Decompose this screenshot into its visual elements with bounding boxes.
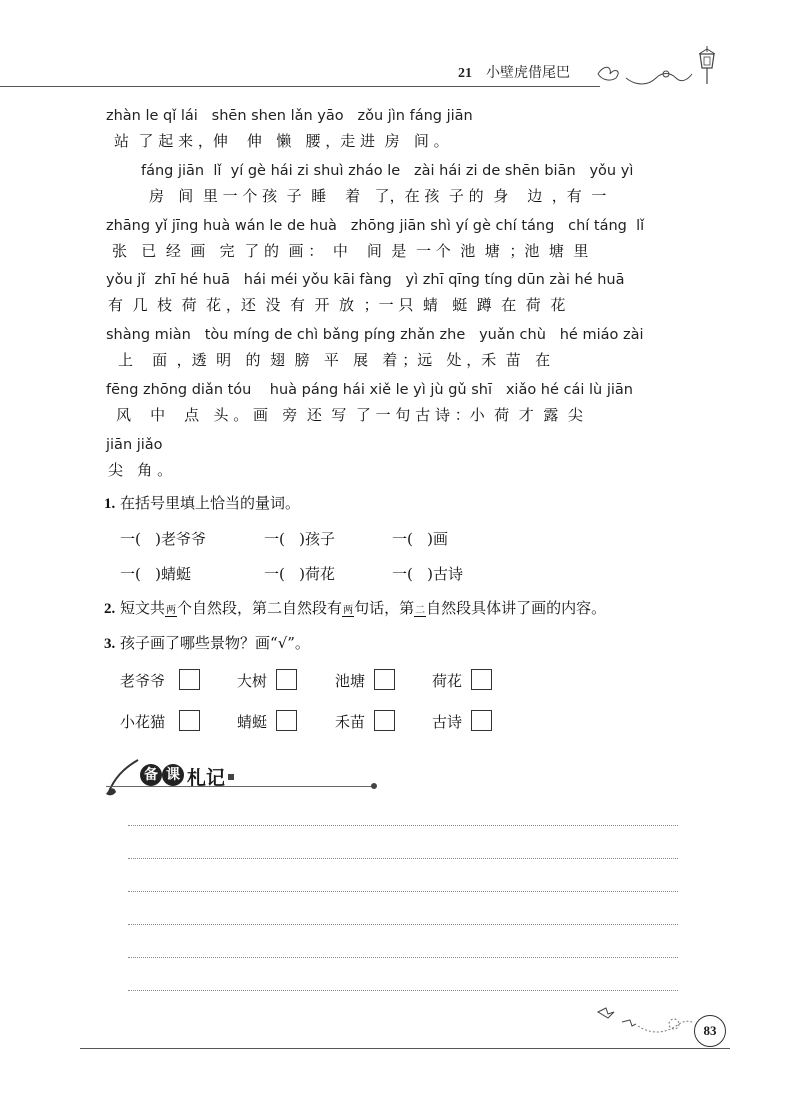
question-number: 3. <box>104 636 116 652</box>
notes-title: 札记 <box>187 767 226 789</box>
lesson-header <box>458 62 570 82</box>
checkbox[interactable] <box>276 710 297 731</box>
option-label: 老爷爷 <box>120 672 166 690</box>
writing-line[interactable] <box>128 825 678 826</box>
lamp-icon <box>696 44 718 88</box>
notes-badge: 课 <box>162 764 184 786</box>
checkbox[interactable] <box>471 669 492 690</box>
option-label: 禾苗 <box>335 713 366 731</box>
option-label: 大树 <box>237 672 268 690</box>
writing-line[interactable] <box>128 957 678 958</box>
answer-blank[interactable]: 两 <box>166 605 177 616</box>
option-label: 古诗 <box>432 713 463 731</box>
writing-line[interactable] <box>128 891 678 892</box>
question-2 <box>104 597 606 618</box>
measure-word-blank[interactable]: 一( )画 <box>392 530 449 548</box>
lesson-number: 21 <box>458 66 472 81</box>
notes-badge: 备 <box>140 764 162 786</box>
answer-blank[interactable]: 二 <box>415 605 426 616</box>
hanzi-line: 风 中 点 头 。 画 旁 还 写 了 一 句 古 诗 ：小 荷 才 露 尖 <box>116 406 583 424</box>
measure-word-blank[interactable]: 一( )古诗 <box>392 565 464 583</box>
checkbox[interactable] <box>276 669 297 690</box>
question-text: 孩子画了哪些景物？画“√”。 <box>120 634 310 652</box>
writing-line[interactable] <box>128 858 678 859</box>
question-text: 在括号里填上恰当的量词。 <box>120 494 301 512</box>
pinyin-line: zhàn le qǐ lái shēn shen lǎn yāo zǒu jìn fáng jiān <box>106 108 473 124</box>
measure-word-blank[interactable]: 一( )蜻蜓 <box>120 565 192 583</box>
checkbox[interactable] <box>471 710 492 731</box>
pinyin-line: fēng zhōng diǎn tóu huà páng hái xiě le yì jù gǔ shī xiǎo hé cái lù jiān <box>106 382 633 398</box>
hanzi-line: 上 面 ，透 明 的 翅 膀 平 展 着 ；远 处 ，禾 苗 在 <box>118 351 551 369</box>
option-label: 小花猫 <box>120 713 166 731</box>
option-label: 荷花 <box>432 672 463 690</box>
checkbox[interactable] <box>374 669 395 690</box>
question-text: 短文共 <box>120 599 166 617</box>
writing-line[interactable] <box>128 990 678 991</box>
question-number: 1. <box>104 496 116 512</box>
question-text: 个自然段，第二自然段有 <box>177 599 343 617</box>
measure-word-blank[interactable]: 一( )荷花 <box>264 565 336 583</box>
hanzi-line: 尖 角 。 <box>108 461 173 479</box>
hanzi-line: 站 了 起 来 ，伸 伸 懒 腰 ，走 进 房 间 。 <box>114 132 449 150</box>
hanzi-line: 张 已 经 画 完 了 的 画 ： 中 间 是 一 个 池 塘 ；池 塘 里 <box>112 242 589 260</box>
option-label: 池塘 <box>335 672 366 690</box>
question-text: 句话，第 <box>354 599 415 617</box>
question-1 <box>104 492 300 513</box>
question-number: 2. <box>104 601 116 617</box>
dot-icon <box>371 783 377 789</box>
pinyin-line: shàng miàn tòu míng de chì bǎng píng zhǎn zhe yuǎn chù hé miáo zài <box>106 327 644 343</box>
pinyin-line: jiān jiǎo <box>106 437 163 453</box>
pinyin-line: yǒu jǐ zhī hé huā hái méi yǒu kāi fàng yì zhī qīng tíng dūn zài hé huā <box>106 272 625 288</box>
header-rule <box>0 86 600 87</box>
question-3 <box>104 632 310 653</box>
notes-rule <box>106 786 372 787</box>
measure-word-blank[interactable]: 一( )孩子 <box>264 530 336 548</box>
hanzi-line: 有 几 枝 荷 花 ，还 没 有 开 放 ；一 只 蜻 蜓 蹲 在 荷 花 <box>108 296 566 314</box>
page-number: 83 <box>694 1015 726 1047</box>
question-text: 自然段具体讲了画的内容。 <box>426 599 607 617</box>
option-label: 蜻蜓 <box>237 713 268 731</box>
writing-line[interactable] <box>128 924 678 925</box>
measure-word-blank[interactable]: 一( )老爷爷 <box>120 530 207 548</box>
lesson-title: 小壁虎借尾巴 <box>486 65 570 81</box>
footer-rule <box>80 1048 730 1049</box>
birds-icon <box>594 1000 694 1040</box>
checkbox[interactable] <box>179 710 200 731</box>
hanzi-line: 房 间 里 一 个 孩 子 睡 着 了，在 孩 子 的 身 边 ，有 一 <box>149 187 607 205</box>
butterfly-icon <box>596 60 696 90</box>
checkbox[interactable] <box>374 710 395 731</box>
answer-blank[interactable]: 两 <box>343 605 354 616</box>
pinyin-line: fáng jiān lǐ yí gè hái zi shuì zháo le zài hái zi de shēn biān yǒu yì <box>141 163 634 179</box>
square-icon <box>228 774 234 780</box>
pinyin-line: zhāng yǐ jīng huà wán le de huà zhōng jiān shì yí gè chí táng chí táng lǐ <box>106 218 645 234</box>
checkbox[interactable] <box>179 669 200 690</box>
